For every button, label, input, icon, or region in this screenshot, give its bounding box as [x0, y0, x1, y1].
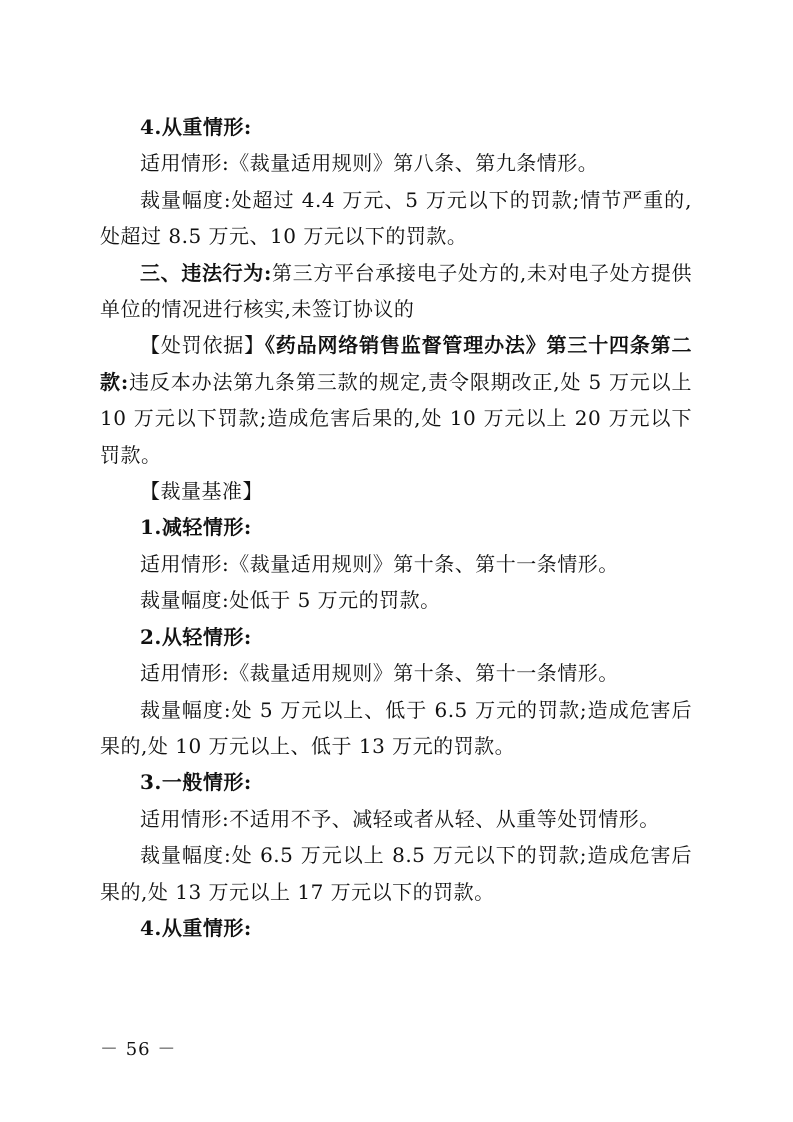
- heading-mitigating: 1.减轻情形:: [140, 515, 252, 540]
- violation-label: 三、违法行为:: [140, 260, 272, 285]
- discretion-benchmark-label: 【裁量基准】: [140, 479, 263, 504]
- heading-aggravating-2: 4.从重情形:: [140, 915, 252, 940]
- regulation-citation: 《药品网络销售监督管理办法》第三十四条第二款:: [100, 333, 693, 394]
- penalty-basis-label: 【处罚依据】: [140, 333, 265, 358]
- penalty-basis: [100, 327, 692, 473]
- penalty-basis-text: 违反本办法第九条第三款的规定,责令限期改正,处 5 万元以上 10 万元以下罚款;造成危害后果的,处 10 万元以上 20 万元以下罚款。: [100, 369, 692, 467]
- discretion-range-aggravating-1: 裁量幅度:处超过 4.4 万元、5 万元以下的罚款;情节严重的,处超过 8.5 万元、10 万元以下的罚款。: [100, 187, 692, 249]
- violation-text: 第三方平台承接电子处方的,未对电子处方提供单位的情况进行核实,未签订协议的: [100, 260, 692, 322]
- violation-item-3: [100, 255, 692, 328]
- heading-lenient: 2.从轻情形:: [140, 624, 252, 649]
- heading-aggravating-1: 4.从重情形:: [140, 115, 252, 139]
- page-number: － 56 －: [100, 1039, 177, 1060]
- applicable-circumstances-mitigating: 适用情形:《裁量适用规则》第十条、第十一条情形。: [140, 551, 619, 576]
- heading-general: 3.一般情形:: [140, 770, 252, 795]
- discretion-range-mitigating: 裁量幅度:处低于 5 万元的罚款。: [140, 588, 441, 613]
- document-body: [100, 109, 692, 946]
- discretion-range-lenient: 裁量幅度:处 5 万元以上、低于 6.5 万元的罚款;造成危害后果的,处 10 万元以上、低于 13 万元的罚款。: [100, 697, 692, 758]
- applicable-circumstances-lenient: 适用情形:《裁量适用规则》第十条、第十一条情形。: [140, 661, 619, 686]
- applicable-circumstances-aggravating-1: 适用情形:《裁量适用规则》第八条、第九条情形。: [140, 151, 599, 176]
- applicable-circumstances-general: 适用情形:不适用不予、减轻或者从轻、从重等处罚情形。: [140, 806, 660, 831]
- discretion-range-general: 裁量幅度:处 6.5 万元以上 8.5 万元以下的罚款;造成危害后果的,处 13 万元以上 17 万元以下的罚款。: [100, 843, 692, 904]
